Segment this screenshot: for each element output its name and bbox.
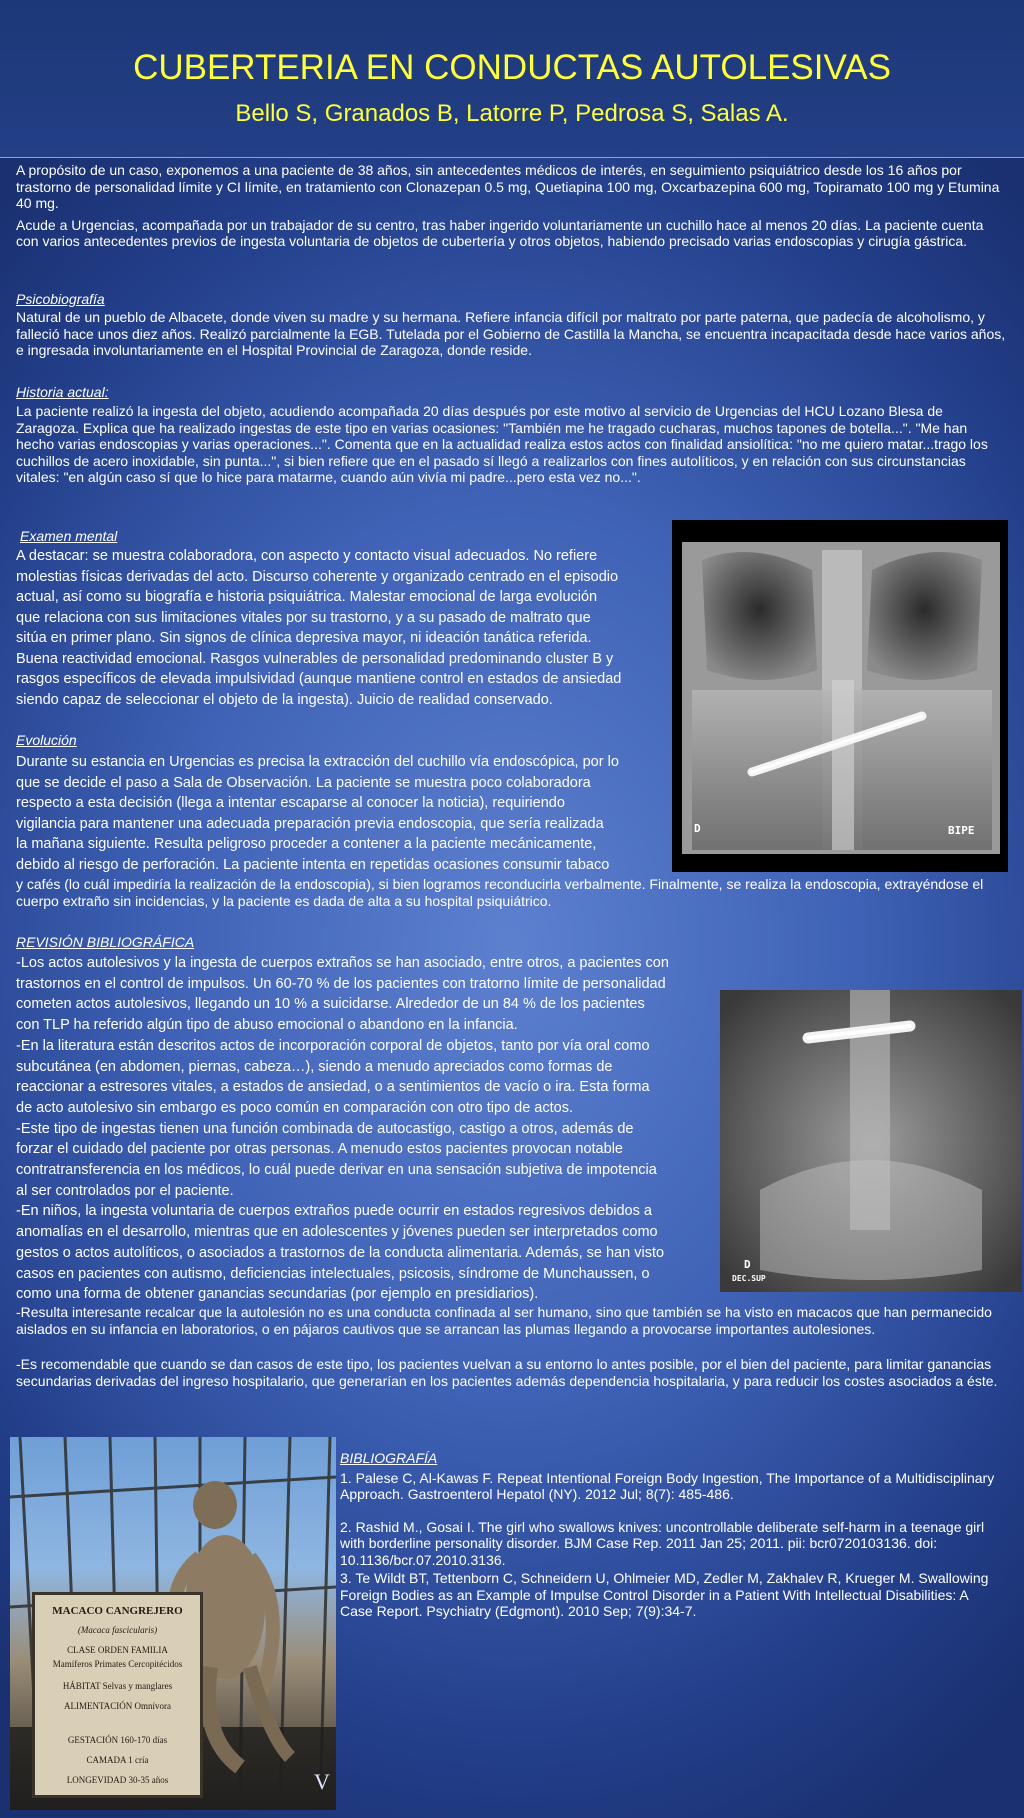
revision-line: forzar el cuidado del paciente por otras personas. A menudo estos pacientes provocan notable (16, 1141, 623, 1158)
evolucion-line: Durante su estancia en Urgencias es precisa la extracción del cuchillo vía endoscópica, por lo (16, 754, 619, 770)
evolucion-line: la mañana siguiente. Resulta peligroso proceder a contener a la paciente mecánicamente, (16, 836, 597, 852)
poster-title: CUBERTERIA EN CONDUCTAS AUTOLESIVAS (133, 48, 891, 87)
sign-alimentacion: ALIMENTACIÓN Omnívora (63, 1701, 171, 1711)
intro-paragraph-1: A propósito de un caso, exponemos a una paciente de 38 años, sin antecedentes médicos de interés, en seguimiento psiquiátrico desde los 16 años por trastorno de personalidad límite y CI límite, en tratamiento con Clonazepan 0.5 mg, Quetiapina 100 mg, Oxcarbazepina 600 mg, Topiramato 100 mg y Etumina 40 mg. (16, 162, 1000, 211)
sign-scientific-name: (Macaca fascicularis) (77, 1625, 158, 1635)
evolucion-heading: Evolución (16, 732, 77, 748)
revision-paragraph-3: -Es recomendable que cuando se dan casos de este tipo, los pacientes vuelvan a su entorno lo antes posible, por el bien del paciente, para limitar ganancias secundarias derivadas del ingreso hospitalario, que generarían en los pacientes además dependencia hospitalaria, y para reducir los costes asociados a éste. (16, 1356, 998, 1389)
xray-image-frontal (672, 520, 1008, 872)
xray1-label-left: D (694, 822, 701, 835)
examen-line: rasgos específicos de elevada impulsividad (aunque mantiene control en estados de ansiedad (16, 671, 622, 687)
intro-paragraph-2: Acude a Urgencias, acompañada por un trabajador de su centro, tras haber ingerido voluntariamente un cuchillo hace al menos 20 días. La paciente cuenta con varios antecedentes previos de ingesta voluntaria de objetos de cubertería y otros objetos, habiendo precisado varias endoscopias y cirugía gástrica. (16, 216, 984, 249)
examen-line: siendo capaz de seleccionar el objeto de la ingesta). Juicio de realidad conservado. (16, 691, 553, 708)
bibliografia-section (340, 1450, 1000, 1620)
sign-title: MACACO CANGREJERO (52, 1605, 183, 1617)
revision-line: al ser controlados por el paciente. (16, 1182, 234, 1199)
xray-image-abdominal (720, 990, 1022, 1292)
revision-line: gestos o actos autolíticos, o asociados a trastornos de la conducta alimentaria. Además, se han visto (16, 1244, 665, 1261)
examen-line: Buena reactividad emocional. Rasgos vulnerables de personalidad predominando cluster B y (16, 650, 614, 667)
intro-section (16, 162, 1006, 250)
revision-line: reaccionar a estresores vitales, a estados de ansiedad, o a sentimientos de vacío o ira. Esta forma (16, 1079, 650, 1096)
sign-camada: CAMADA 1 cría (86, 1755, 149, 1765)
evolucion-line: vigilancia para mantener una adecuada preparación previa endoscopia, que sería realizada (16, 815, 604, 832)
revision-line: casos en pacientes con autismo, deficiencias intelectuales, psicosis, síndrome de Munchaussen, o (16, 1265, 650, 1282)
evolucion-text (16, 752, 674, 875)
historia-text: La paciente realizó la ingesta del objeto, acudiendo acompañada 20 días después por este motivo al servicio de Urgencias del HCU Lozano Blesa de Zaragoza. Explica que ha realizado ingestas de este tipo en varias ocasiones: "También me he tragado cucharas, muchos tapones de botella...". "Me han hecho varias endoscopias y varias operaciones...". Comenta que en la actualidad realiza estos actos con finalidad ansiolítica: "no me quiero matar...trago los cuchillos de acero inoxidable, sin punta...", si bien refiere que en el pasado sí llegó a realizarlos con fines autolíticos, y en relación con sus circunstancias vitales: "en algún caso sí que lo hice para matarme, cuando aún vivía mi padre...pero esta vez no...". (16, 403, 988, 485)
evolucion-line: respecto a esta decisión (llega a intentar escaparse al conocer la noticia), requiriendo (16, 795, 565, 811)
revision-line: anomalías en el desarrollo, mientras que en adolescentes y jóvenes pueden ser interpretados como (16, 1224, 658, 1241)
sign-gestacion: GESTACIÓN 160-170 días (67, 1735, 168, 1745)
sign-row-1: CLASE ORDEN FAMILIA (67, 1645, 168, 1655)
revision-heading: REVISIÓN BIBLIOGRÁFICA (16, 934, 195, 950)
bibliografia-ref-3: 3. Te Wildt BT, Tettenborn C, Schneidern U, Ohlmeier MD, Zedler M, Zakhalev R, Krueger M. Swallowing Foreign Bodies as an Example of Impulse Control Disorder in a Patient With Intellectual Disabilities: A Case Report. Psychiatry (Edgmont). 2010 Sep; 7(9):34-7. (340, 1570, 989, 1619)
revision-line: -En niños, la ingesta voluntaria de cuerpos extraños puede ocurrir en estados regresivos debidos a (16, 1203, 652, 1220)
examen-line: molestias físicas derivadas del acto. Discurso coherente y organizado centrado en el episodio (16, 568, 619, 585)
revision-line: como una forma de obtener ganancias secundarias (por ejemplo en presidiarios). (16, 1286, 539, 1303)
evolucion-tail: y cafés (lo cuál impediría la realización de la endoscopia), si bien logramos reconducirla verbalmente. Finalmente, se realiza la endoscopia, extrayéndose el cuerpo extraño sin incidencias, y la paciente es dada de alta a su hospital psiquiátrico. (16, 876, 984, 909)
examen-line: sitúa en primer plano. Sin signos de clínica depresiva mayor, ni ideación tanática referida. (16, 630, 592, 646)
revision-line: con TLP ha referido algún tipo de abuso emocional o abandono en la infancia. (16, 1017, 518, 1034)
xray2-label-d: D (744, 1258, 751, 1271)
revision-line: de acto autolesivo sin embargo es poco común en comparación con otro tipo de actos. (16, 1099, 573, 1116)
bibliografia-heading: BIBLIOGRAFÍA (340, 1450, 438, 1466)
revision-line: -Los actos autolesivos y la ingesta de cuerpos extraños se han asociado, entre otros, a pacientes con (16, 955, 669, 971)
poster-authors: Bello S, Granados B, Latorre P, Pedrosa S, Salas A. (235, 100, 789, 127)
psicobiografia-text: Natural de un pueblo de Albacete, donde viven su madre y su hermana. Refiere infancia difícil por maltrato por parte paterna, que padecía de alcoholismo, y falleció hace unos diez años. Realizó parcialmente la EGB. Tutelada por el Gobierno de Castilla la Mancha, se encuentra incapacitada desde hace varios años, e ingresada involuntariamente en el Hospital Provincial de Zaragoza, donde reside. (16, 309, 1006, 358)
revision-line: subcutánea (en abdomen, piernas, cabeza…), siendo a menudo apreciados como formas de (16, 1058, 613, 1075)
sign-longevidad: LONGEVIDAD 30-35 años (66, 1775, 169, 1785)
sign-habitat: HÁBITAT Selvas y manglares (62, 1681, 173, 1691)
photo-corner-mark: V (314, 1769, 330, 1794)
revision-line: contratransferencia en los médicos, lo cuál puede derivar en una sensación subjetiva de impotencia (16, 1162, 657, 1179)
revision-line: cometen actos autolesivos, llegando un 10 % a suicidarse. Alrededor de un 84 % de los pacientes (16, 996, 645, 1013)
revision-line: trastornos en el control de impulsos. Un 60-70 % de los pacientes con tratorno límite de personalidad (16, 975, 666, 992)
examen-line: que relaciona con sus limitaciones vitales por su trastorno, y a su pasado de maltrato que (16, 609, 591, 626)
evolucion-line: debido al riesgo de perforación. La paciente intenta en repetidas ocasiones consumir tabaco (16, 856, 610, 873)
macaque-photo (10, 1437, 336, 1810)
examen-line: A destacar: se muestra colaboradora, con aspecto y contacto visual adecuados. No refiere (16, 548, 598, 564)
bibliografia-ref-2: 2. Rashid M., Gosai I. The girl who swallows knives: uncontrollable deliberate self-harm in a teenage girl with borderline personality disorder. BJM Case Rep. 2011 Jan 25; 2011. pii: bcr0720103136. doi: 10.1136/bcr.07.2010.3136. (340, 1518, 985, 1568)
historia-heading: Historia actual: (16, 384, 109, 400)
evolucion-line: que se decide el paso a Sala de Observación. La paciente se muestra poco colaboradora (16, 774, 591, 791)
sign-row-2: Mamíferos Primates Cercopitécidos (52, 1659, 183, 1669)
psicobiografia-heading: Psicobiografía (16, 291, 105, 307)
xray2-label-dec: DEC.SUP (732, 1274, 766, 1283)
examen-heading: Examen mental (20, 528, 118, 544)
examen-line: actual, así como su biografía e historia psiquiátrica. Malestar emocional de larga evolución (16, 589, 598, 605)
examen-text (16, 546, 674, 710)
revision-line: -En la literatura están descritos actos de incorporación corporal de objetos, tanto por vía oral como (16, 1037, 650, 1054)
revision-paragraph-2: -Resulta interesante recalcar que la autolesión no es una conducta confinada al ser humano, sino que también se ha visto en macacos que han permanecido aislados en su infancia en laboratorios, o en pájaros cautivos que se arrancan las plumas llegando a provocarse importantes autolesiones. (16, 1304, 992, 1337)
macaque-info-sign (32, 1592, 203, 1798)
xray1-label-right: BIPE (948, 824, 975, 837)
revision-line: -Este tipo de ingestas tienen una función combinada de autocastigo, castigo a otros, además de (16, 1120, 634, 1137)
revision-text (16, 953, 722, 1305)
bibliografia-ref-1: 1. Palese C, Al-Kawas F. Repeat Intentional Foreign Body Ingestion, The Importance of a Multidisciplinary Approach. Gastroenterol Hepatol (NY). 2012 Jul; 8(7): 485-486. (340, 1469, 995, 1502)
